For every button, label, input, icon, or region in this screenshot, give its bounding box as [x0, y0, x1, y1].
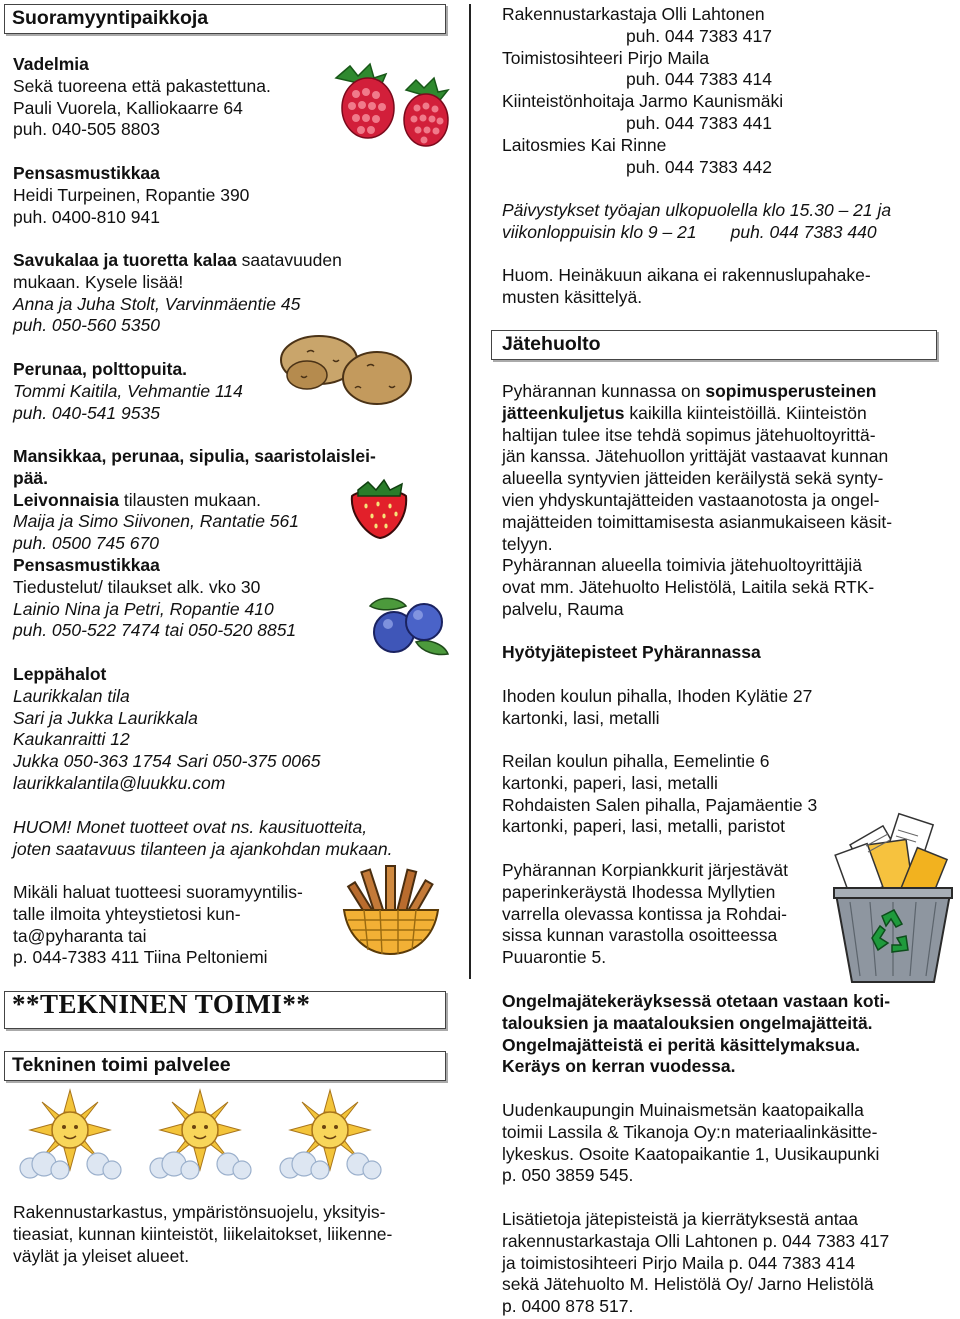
text-line: puh. 050-522 7474 tai 050-520 8851: [13, 620, 297, 641]
text-line: Rakennustarkastus, ympäristönsuojelu, yksityis-: [13, 1202, 386, 1222]
text-line: talle ilmoita yhteystietosi kun-: [13, 903, 241, 924]
ihode-block: [502, 686, 812, 730]
text-line: väylät ja yleiset alueet.: [13, 1245, 190, 1266]
text-line: Mikäli haluat tuotteesi suoramyyntilis-: [13, 882, 303, 902]
text: tilausten mukaan.: [119, 489, 262, 510]
contact-phone: puh. 044 7383 441: [626, 112, 772, 133]
contact-phone: puh. 044 7383 417: [626, 25, 772, 46]
hyotyjatepisteet-title: Hyötyjätepisteet Pyhärannassa: [502, 642, 761, 662]
huom-heinakuu-block: [502, 265, 871, 309]
bold-text: Leivonnaisia: [13, 489, 120, 510]
text-line: Ihoden koulun pihalla, Ihoden Kylätie 27: [502, 686, 813, 706]
perunaa-block: [13, 359, 243, 424]
text-line: p. 0400 878 517.: [502, 1296, 634, 1317]
pensasmustikkaa-block-2: [13, 555, 296, 642]
text-line: Huom. Heinäkuun aikana ei rakennuslupahake-: [502, 265, 871, 285]
korpiankkurit-block: [502, 860, 788, 969]
text-line: Sari ja Jukka Laurikkala: [13, 707, 198, 728]
text-line: Rohdaisten Salen pihalla, Pajamäentie 3: [502, 794, 818, 815]
text-line: Anna ja Juha Stolt, Varvinmäentie 45: [13, 293, 301, 314]
mikali-block: [13, 882, 303, 969]
tekninen-title: **TEKNINEN TOIMI**: [12, 989, 311, 1019]
text-line: palvelu, Rauma: [502, 598, 624, 619]
text-line: sissa kunnan varastolla osoitteessa: [502, 925, 778, 946]
contact-name: Laitosmies Kai Rinne: [502, 134, 667, 155]
text-line: Ongelmajätteistä ei peritä käsittelymaksua.: [502, 1034, 860, 1055]
bold-text: Savukalaa ja tuoretta kalaa: [13, 250, 237, 270]
text-line: Heidi Turpeinen, Ropantie 390: [13, 184, 250, 205]
text-line: ja toimistosihteeri Pirjo Maila p. 044 7383 414: [502, 1252, 856, 1273]
text-line: joten saatavuus tilanteen ja ajankohdan mukaan.: [13, 838, 393, 859]
text-line: kartonki, lasi, metalli: [502, 707, 660, 728]
text-line: Tiedustelut/ tilaukset alk. vko 30: [13, 576, 261, 597]
leppahalot-title: Leppähalot: [13, 664, 107, 684]
text-line: Lainio Nina ja Petri, Ropantie 410: [13, 598, 274, 619]
sun-icon: [270, 1086, 390, 1186]
potato-icon: [277, 330, 417, 410]
text-line: Pyhärannan alueella toimivia jätehuoltoyrittäjiä: [502, 555, 862, 576]
bold-text: jätteenkuljetus: [502, 402, 625, 423]
firewood-basket-icon: [338, 862, 443, 957]
text-line: Kaukanraitti 12: [13, 729, 130, 750]
sun-icon: [10, 1086, 130, 1186]
strawberry-icon: [346, 478, 412, 540]
contact-name: Kiinteistönhoitaja Jarmo Kaunismäki: [502, 91, 784, 112]
text-line: musten käsittelyä.: [502, 286, 643, 307]
text-line: mukaan. Kysele lisää!: [13, 271, 184, 292]
text-line: [502, 403, 892, 425]
paivystys-block: [502, 200, 891, 244]
text-line: ovat mm. Jätehuolto Helistölä, Laitila sekä RTK-: [502, 577, 875, 598]
text-line: Pauli Vuorela, Kalliokaarre 64: [13, 97, 243, 118]
contact-name: Rakennustarkastaja Olli Lahtonen: [502, 4, 765, 24]
text-line: kartonki, paperi, lasi, metalli, paristot: [502, 816, 786, 837]
text-line: vien yhdyskuntajätteiden vastaanotosta ja ongel-: [502, 489, 880, 510]
uusikaupunki-block: [502, 1100, 879, 1187]
recycle-bin-icon: [830, 812, 956, 987]
text-line: puh. 040-541 9535: [13, 402, 160, 423]
email-text: laurikkalantila@luukku.com: [13, 772, 226, 793]
text-line: alueella syntyvien jätteiden keräilystä sekä synty-: [502, 468, 884, 489]
pensas-title: Pensasmustikkaa: [13, 163, 160, 183]
text-line: Maija ja Simo Siivonen, Rantatie 561: [13, 511, 299, 532]
text: Pyhärannan kunnassa on: [502, 381, 706, 401]
text-line: Puuarontie 5.: [502, 947, 607, 968]
mansikkaa-block: [13, 446, 376, 555]
reila-block: [502, 751, 817, 838]
savukalaa-title: [13, 250, 342, 272]
column-divider: [469, 4, 471, 979]
text-line: puh. 040-505 8803: [13, 119, 160, 140]
text: kaikilla kiinteistöillä. Kiinteistön: [624, 402, 867, 423]
text-line: talouksien ja maatalouksien ongelmajätteitä.: [502, 1012, 873, 1033]
section-header-tekninen-toimi: [4, 991, 446, 1029]
mansikkaa-title-cont: pää.: [13, 467, 49, 488]
text-line: kartonki, paperi, lasi, metalli: [502, 772, 718, 793]
text-line: Laurikkalan tila: [13, 685, 130, 706]
mansikkaa-title: Mansikkaa, perunaa, sipulia, saaristolaislei-: [13, 446, 376, 466]
text-line: Pyhärannan Korpiankkurit järjestävät: [502, 860, 788, 880]
pensasmustikkaa-block-1: [13, 163, 249, 228]
text-line: puh. 050-560 5350: [13, 315, 160, 336]
raspberry-icon: [328, 60, 453, 150]
tekninen-sub: Tekninen toimi palvelee: [12, 1054, 231, 1076]
text-line: Päivystykset työajan ulkopuolella klo 15.30 – 21 ja: [502, 200, 892, 220]
text-line: Tommi Kaitila, Vehmantie 114: [13, 380, 243, 401]
text-line: Keräys on kerran vuodessa.: [502, 1056, 736, 1077]
leivonnaisia-line: [13, 490, 376, 512]
text-line: p. 044-7383 411 Tiina Peltoniemi: [13, 947, 268, 968]
sun-icon: [140, 1086, 260, 1186]
huom-block: [13, 817, 392, 861]
text-line: tieasiat, kunnan kiinteistöt, liikelaitokset, liikenne-: [13, 1223, 393, 1244]
text-line: lykeskus. Osoite Kaatopaikantie 1, Uusikaupunki: [502, 1143, 880, 1164]
section-header-jatehuolto: [491, 330, 937, 360]
text-line: Uudenkaupungin Muinaismetsän kaatopaikalla: [502, 1100, 864, 1120]
text-line: HUOM! Monet tuotteet ovat ns. kausituotteita,: [13, 817, 368, 837]
text-line: Ongelmajätekeräyksessä otetaan vastaan koti-: [502, 991, 891, 1011]
text-line: p. 050 3859 545.: [502, 1165, 634, 1186]
text-line: puh. 0400-810 941: [13, 206, 160, 227]
text-line: rakennustarkastaja Olli Lahtonen p. 044 7383 417: [502, 1230, 890, 1251]
text-line: telyyn.: [502, 533, 553, 554]
contact-phone: puh. 044 7383 442: [626, 156, 772, 177]
contacts-block: [502, 4, 783, 178]
jatehuolto-text: [502, 381, 892, 621]
text-line: Reilan koulun pihalla, Eemelintie 6: [502, 751, 770, 771]
sun-row: [10, 1086, 450, 1190]
text-line: varrella olevassa kontissa ja Rohdai-: [502, 903, 787, 924]
text-line: puh. 0500 745 670: [13, 533, 159, 554]
text: saatavuuden: [236, 250, 342, 270]
text-line: sekä Jätehuolto M. Helistölä Oy/ Jarno Helistölä: [502, 1274, 874, 1295]
pensas-title: Pensasmustikkaa: [13, 555, 160, 575]
contact-name: Toimistosihteeri Pirjo Maila: [502, 47, 710, 68]
vadelmia-block: [13, 54, 271, 141]
vadelmia-title: Vadelmia: [13, 54, 89, 74]
text-line: Jukka 050-363 1754 Sari 050-375 0065: [13, 751, 321, 772]
bold-text: sopimusperusteinen: [705, 381, 877, 401]
tekninen-description: [13, 1202, 392, 1267]
text-line: viikonloppuisin klo 9 – 21 puh. 044 7383 440: [502, 221, 877, 242]
text-line: [502, 381, 892, 403]
text-line: Lisätietoja jätepisteistä ja kierrätyksestä antaa: [502, 1209, 859, 1229]
savukalaa-block: [13, 250, 342, 337]
ongelmajate-block: [502, 991, 890, 1078]
text-line: jän kanssa. Jätehuollon yrittäjät vastaavat kunnan: [502, 446, 889, 467]
contact-phone: puh. 044 7383 414: [626, 69, 772, 90]
blueberry-icon: [366, 592, 450, 658]
perunaa-title: Perunaa, polttopuita.: [13, 359, 188, 379]
leppahalot-block: [13, 664, 320, 795]
text-line: haltijan tulee itse tehdä sopimus jätehuoltoyrittä-: [502, 424, 876, 445]
section-title: Suoramyyntipaikkoja: [12, 7, 209, 29]
text-line: Sekä tuoreena että pakastettuna.: [13, 75, 271, 96]
lisatietoja-block: [502, 1209, 889, 1318]
section-header-tekninen-palvelee: [4, 1051, 446, 1081]
text-line: toimii Lassila & Tikanoja Oy:n materiaalinkäsitte-: [502, 1121, 878, 1142]
section-header-suoramyynti: [4, 4, 446, 34]
text-line: ta@pyharanta tai: [13, 925, 147, 946]
text-line: paperinkeräystä Ihodessa Myllytien: [502, 881, 776, 902]
text-line: majätteiden toimittamisesta asianmukaiseen käsit-: [502, 511, 893, 532]
jatehuolto-title: Jätehuolto: [502, 333, 601, 355]
